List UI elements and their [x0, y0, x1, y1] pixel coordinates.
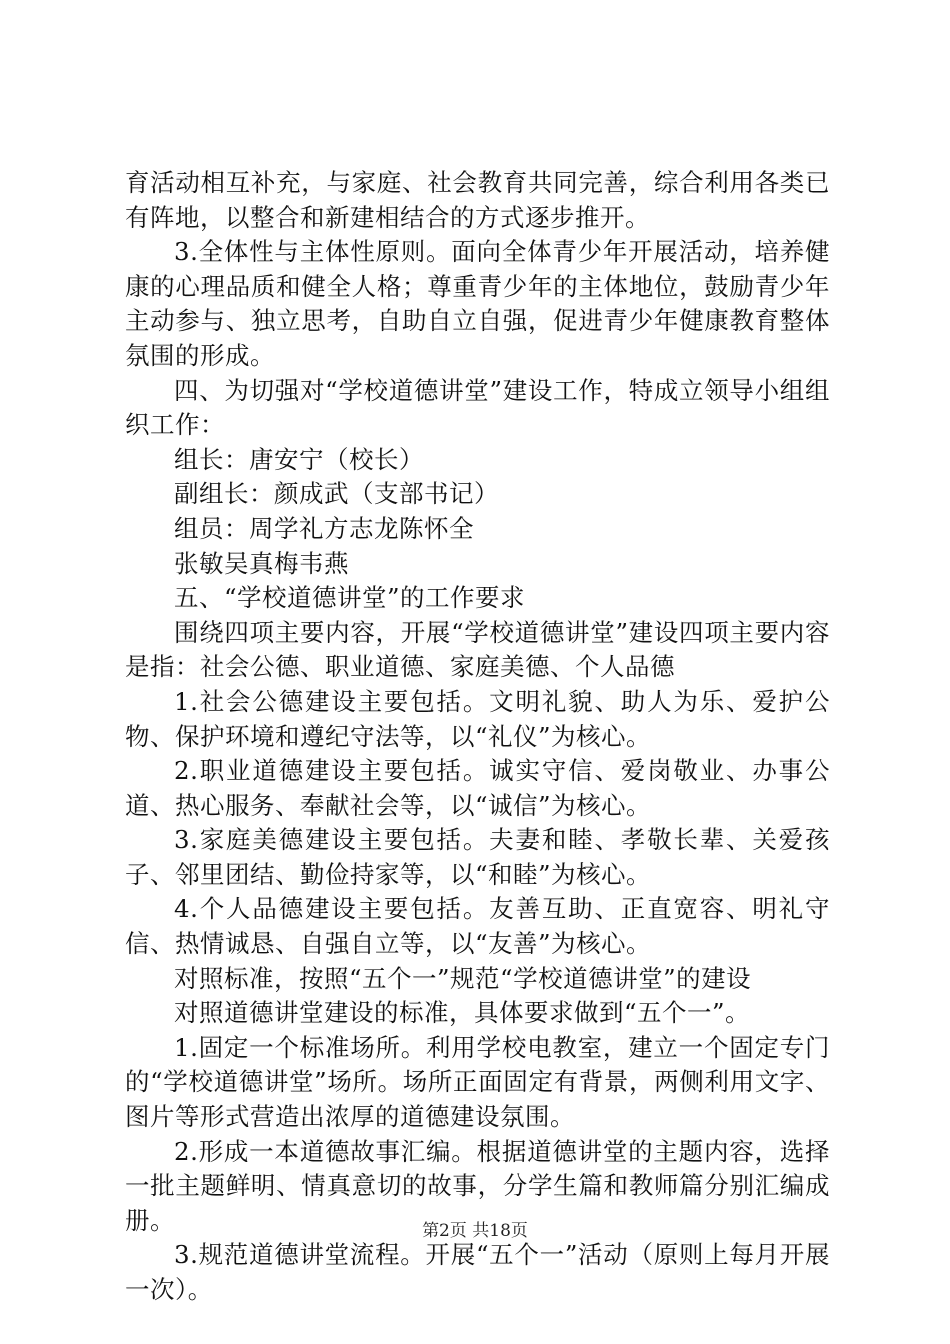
- paragraph-personal-character: 4.个人品德建设主要包括。友善互助、正直宽容、明礼守信、热情诚恳、自强自立等，以“友善”为核心。: [125, 894, 830, 959]
- paragraph-standard-process: 3.规范道德讲堂流程。开展“五个一”活动（原则上每月开展一次）。: [125, 1240, 830, 1304]
- paragraph-family-virtues: 3.家庭美德建设主要包括。夫妻和睦、孝敬长辈、关爱孩子、邻里团结、勤俭持家等，以“和睦”为核心。: [125, 825, 830, 889]
- members-line-2: 张敏吴真梅韦燕: [174, 548, 349, 578]
- leader-line: 组长：唐安宁（校长）: [174, 444, 424, 474]
- paragraph-continuation: 育活动相互补充，与家庭、社会教育共同完善，综合利用各类已有阵地，以整合和新建相结合的方式逐步推开。: [125, 168, 830, 232]
- deputy-leader-line: 副组长：颜成武（支部书记）: [174, 479, 499, 509]
- paragraph-professional-ethics: 2.职业道德建设主要包括。诚实守信、爱岗敬业、办事公道、热心服务、奉献社会等，以“诚信”为核心。: [125, 756, 830, 820]
- section-heading-5: 五、“学校道德讲堂”的工作要求: [174, 583, 526, 613]
- paragraph-fixed-venue: 1.固定一个标准场所。利用学校电教室，建立一个固定专门的“学校道德讲堂”场所。场所正面固定有背景，两侧利用文字、图片等形式营造出浓厚的道德建设氛围。: [125, 1032, 830, 1132]
- document-body: [125, 166, 830, 1308]
- paragraph-story-compilation: 2.形成一本道德故事汇编。根据道德讲堂的主题内容，选择一批主题鲜明、情真意切的故事，分学生篇和教师篇分别汇编成册。: [125, 1136, 830, 1235]
- section-heading-4: 四、为切强对“学校道德讲堂”建设工作，特成立领导小组组织工作：: [125, 375, 830, 440]
- paragraph-standards: 对照标准，按照“五个一”规范“学校道德讲堂”的建设: [174, 963, 752, 993]
- paragraph-four-contents: 围绕四项主要内容，开展“学校道德讲堂”建设四项主要内容是指：社会公德、职业道德、家庭美德、个人品德: [125, 617, 830, 682]
- paragraph-principle-3: 3.全体性与主体性原则。面向全体青少年开展活动，培养健康的心理品质和健全人格；尊重青少年的主体地位，鼓励青少年主动参与、独立思考，自助自立自强，促进青少年健康教育整体氛围的形成。: [125, 237, 830, 370]
- paragraph-social-morality: 1.社会公德建设主要包括。文明礼貌、助人为乐、爱护公物、保护环境和遵纪守法等，以“礼仪”为核心。: [125, 686, 830, 751]
- page-number-footer: 第2页 共18页: [422, 1221, 528, 1241]
- members-line: 组员：周学礼方志龙陈怀全: [174, 513, 474, 543]
- paragraph-five-ones: 对照道德讲堂建设的标准，具体要求做到“五个一”。: [174, 998, 751, 1028]
